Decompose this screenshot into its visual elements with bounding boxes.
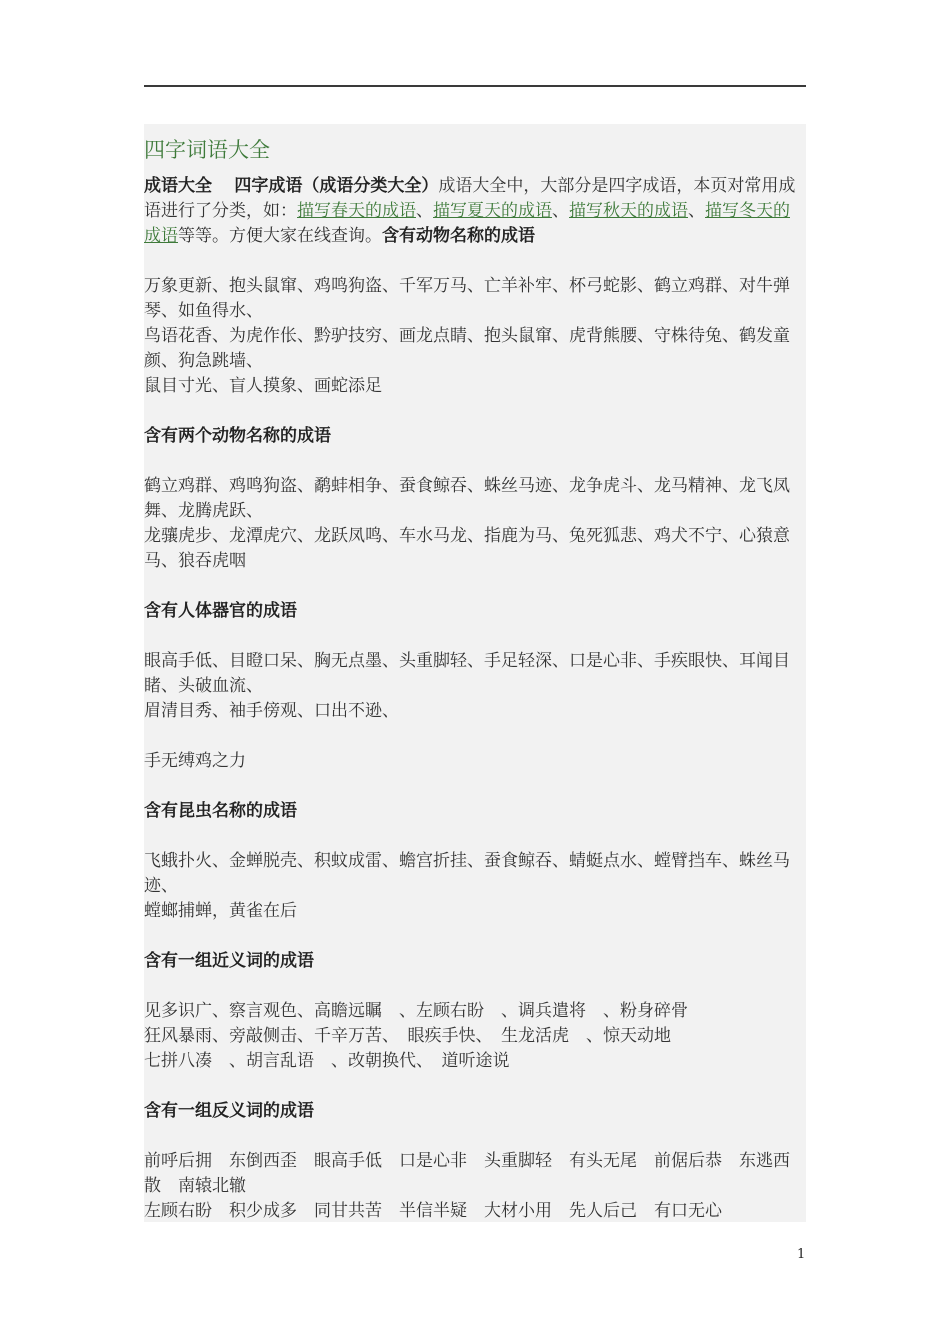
intro-bold-2: 四字成语（成语分类大全）	[234, 176, 439, 196]
idiom-line: 螳螂捕蝉，黄雀在后	[144, 901, 297, 921]
intro-bold-1: 成语大全	[144, 176, 212, 196]
idiom-line: 七拼八凑 、胡言乱语 、改朝换代、 道听途说	[144, 1051, 510, 1071]
link-autumn-idioms[interactable]: 描写秋天的成语	[569, 201, 688, 221]
page-number: 1	[797, 1247, 806, 1262]
separator: 、	[416, 201, 433, 221]
idiom-line: 狂风暴雨、旁敲侧击、千辛万苦、 眼疾手快、 生龙活虎 、惊天动地	[144, 1026, 671, 1046]
link-winter-idioms[interactable]: 描写冬天的成语	[144, 201, 790, 246]
intro-text-2: 等等。方便大家在线查询。	[178, 226, 382, 246]
section-heading-two-animals: 含有两个动物名称的成语	[144, 426, 331, 446]
intro-paragraph	[144, 174, 806, 249]
page-title: 四字词语大全	[144, 138, 270, 162]
idiom-line: 眉清目秀、袖手傍观、口出不逊、	[144, 701, 399, 721]
idiom-line: 见多识广、察言观色、高瞻远瞩 、左顾右盼 、调兵遣将 、粉身碎骨	[144, 1001, 688, 1021]
idiom-line: 龙骧虎步、龙潭虎穴、龙跃凤鸣、车水马龙、指鹿为马、兔死狐悲、鸡犬不宁、心猿意马、狼吞虎咽	[144, 526, 790, 571]
idiom-line: 左顾右盼 积少成多 同甘共苦 半信半疑 大材小用 先人后己 有口无心	[144, 1201, 722, 1221]
section-heading-antonyms: 含有一组反义词的成语	[144, 1101, 314, 1121]
separator: 、	[552, 201, 569, 221]
header-rule	[144, 85, 806, 87]
document-body	[144, 124, 806, 1222]
idiom-line: 鸟语花香、为虎作伥、黔驴技穷、画龙点睛、抱头鼠窜、虎背熊腰、守株待兔、鹤发童颜、狗急跳墙、	[144, 326, 790, 371]
section-heading-insects: 含有昆虫名称的成语	[144, 801, 297, 821]
idiom-line: 鹤立鸡群、鸡鸣狗盗、鹬蚌相争、蚕食鲸吞、蛛丝马迹、龙争虎斗、龙马精神、龙飞凤舞、龙腾虎跃、	[144, 476, 790, 521]
idiom-line: 眼高手低、目瞪口呆、胸无点墨、头重脚轻、手足轻深、口是心非、手疾眼快、耳闻目睹、头破血流、	[144, 651, 790, 696]
section-heading-animals: 含有动物名称的成语	[382, 226, 535, 246]
idiom-line: 鼠目寸光、盲人摸象、画蛇添足	[144, 376, 382, 396]
idiom-line: 前呼后拥 东倒西歪 眼高手低 口是心非 头重脚轻 有头无尾 前倨后恭 东逃西散 南辕北辙	[144, 1151, 790, 1196]
section-heading-synonyms: 含有一组近义词的成语	[144, 951, 314, 971]
idiom-line: 万象更新、抱头鼠窜、鸡鸣狗盗、千军万马、亡羊补牢、杯弓蛇影、鹤立鸡群、对牛弹琴、如鱼得水、	[144, 276, 790, 321]
section-heading-body-organs: 含有人体器官的成语	[144, 601, 297, 621]
idiom-line: 飞蛾扑火、金蝉脱壳、积蚊成雷、蟾宫折挂、蚕食鲸吞、蜻蜓点水、螳臂挡车、蛛丝马迹、	[144, 851, 790, 896]
link-spring-idioms[interactable]: 描写春天的成语	[297, 201, 416, 221]
separator: 、	[688, 201, 705, 221]
intro-text-1: 成语大全中，大部分是四字成语，本页对常用成语进行了分类，如：	[144, 176, 796, 221]
idiom-line: 手无缚鸡之力	[144, 751, 246, 771]
link-summer-idioms[interactable]: 描写夏天的成语	[433, 201, 552, 221]
